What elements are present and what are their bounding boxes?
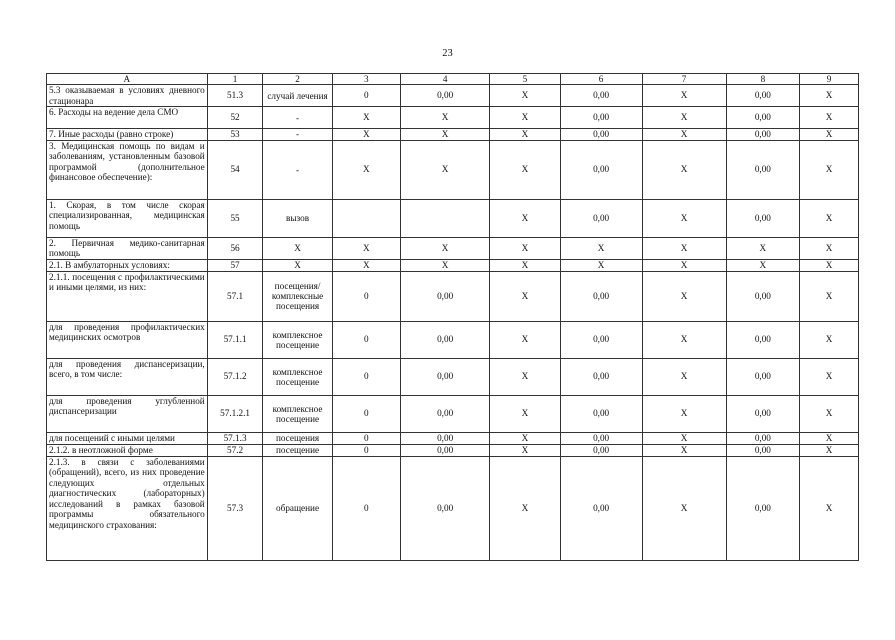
table-cell: X <box>642 237 726 259</box>
row-label: 2.1.1. посещения с профилактическими и иными целями, из них: <box>47 271 208 321</box>
table-cell: 0,00 <box>726 85 800 107</box>
table-cell: X <box>642 85 726 107</box>
table-cell: 0,00 <box>560 85 642 107</box>
unit-cell: посещения <box>263 432 332 444</box>
row-code: 57 <box>207 259 263 271</box>
table-cell: X <box>400 129 489 141</box>
table-cell: X <box>726 237 800 259</box>
table-cell: X <box>642 456 726 560</box>
row-label: 7. Иные расходы (равно строке) <box>47 129 208 141</box>
row-label: 6. Расходы на ведение дела СМО <box>47 107 208 129</box>
row-label: 2.1. В амбулаторных условиях: <box>47 259 208 271</box>
table-cell: 0,00 <box>400 395 489 432</box>
table-row <box>47 395 859 432</box>
table-cell: 0,00 <box>726 358 800 395</box>
table-row <box>47 358 859 395</box>
table-cell: X <box>560 259 642 271</box>
table-cell: 0 <box>332 321 400 358</box>
table-cell: 0,00 <box>400 444 489 456</box>
unit-cell: посещение <box>263 444 332 456</box>
table-cell: X <box>800 321 859 358</box>
unit-cell: - <box>263 129 332 141</box>
table-cell: 0 <box>332 271 400 321</box>
table-cell: X <box>490 395 560 432</box>
table-cell: 0,00 <box>560 321 642 358</box>
unit-cell: случай лечения <box>263 85 332 107</box>
unit-cell: комплексное посещение <box>263 321 332 358</box>
row-code: 52 <box>207 107 263 129</box>
table-cell: X <box>490 271 560 321</box>
table-cell: 0,00 <box>726 395 800 432</box>
unit-cell: X <box>263 237 332 259</box>
table-cell: X <box>400 107 489 129</box>
table-cell: 0 <box>332 395 400 432</box>
table-cell: 0,00 <box>726 140 800 199</box>
table-cell: X <box>800 358 859 395</box>
table-cell: X <box>332 259 400 271</box>
column-header: 4 <box>400 74 489 85</box>
table-cell: X <box>800 271 859 321</box>
table-cell: 0,00 <box>726 129 800 141</box>
table-cell: 0,00 <box>560 129 642 141</box>
table-cell: 0 <box>332 432 400 444</box>
table-cell: X <box>490 199 560 237</box>
row-code: 57.2 <box>207 444 263 456</box>
table-row <box>47 107 859 129</box>
unit-cell: комплексное посещение <box>263 395 332 432</box>
table-cell: X <box>490 129 560 141</box>
table-cell: X <box>800 129 859 141</box>
table-cell: X <box>800 395 859 432</box>
table-cell: X <box>490 321 560 358</box>
table-cell: X <box>490 456 560 560</box>
row-label: 2.1.3. в связи с заболеваниями (обращений), всего, из них проведение следующих отдельных диагностических (лабораторных) исследований в рамках базовой программы обязательного медицинского страхования: <box>47 456 208 560</box>
table-cell: 0,00 <box>400 321 489 358</box>
row-code: 55 <box>207 199 263 237</box>
table-cell: 0,00 <box>400 85 489 107</box>
table-cell: X <box>400 140 489 199</box>
table-cell: X <box>400 237 489 259</box>
table-cell: 0,00 <box>560 444 642 456</box>
row-label: для посещений с иными целями <box>47 432 208 444</box>
table-cell: 0,00 <box>400 432 489 444</box>
row-code: 57.1.1 <box>207 321 263 358</box>
table-row <box>47 321 859 358</box>
table-cell: 0,00 <box>726 107 800 129</box>
unit-cell: посещения/комплексные посещения <box>263 271 332 321</box>
row-code: 57.1.3 <box>207 432 263 444</box>
row-code: 57.3 <box>207 456 263 560</box>
row-label: для проведения диспансеризации, всего, в том числе: <box>47 358 208 395</box>
table-cell: X <box>490 140 560 199</box>
table-cell <box>400 199 489 237</box>
column-header: 1 <box>207 74 263 85</box>
table-cell: X <box>490 85 560 107</box>
table-row <box>47 129 859 141</box>
table-cell: 0,00 <box>560 140 642 199</box>
page-number: 23 <box>442 48 453 59</box>
table-cell: 0,00 <box>726 432 800 444</box>
table-cell: X <box>800 456 859 560</box>
table-cell: X <box>642 140 726 199</box>
table-cell: 0,00 <box>560 107 642 129</box>
table-cell: 0,00 <box>560 271 642 321</box>
table-cell: 0 <box>332 456 400 560</box>
table-cell: 0 <box>332 85 400 107</box>
row-code: 57.1.2 <box>207 358 263 395</box>
table-cell: X <box>490 358 560 395</box>
table-cell: X <box>642 271 726 321</box>
row-label: для проведения профилактических медицинских осмотров <box>47 321 208 358</box>
table-cell: 0,00 <box>560 199 642 237</box>
table-cell: 0 <box>332 444 400 456</box>
table-cell: X <box>332 237 400 259</box>
table-cell: 0,00 <box>560 358 642 395</box>
table-cell: X <box>490 432 560 444</box>
table-cell: X <box>642 321 726 358</box>
row-label: 3. Медицинская помощь по видам и заболеваниям, установленным базовой программой (дополнительное финансовое обеспечение): <box>47 140 208 199</box>
row-code: 53 <box>207 129 263 141</box>
table-cell: 0,00 <box>726 456 800 560</box>
table-row <box>47 432 859 444</box>
column-header: 9 <box>800 74 859 85</box>
table-row <box>47 85 859 107</box>
row-label: 5.3 оказываемая в условиях дневного стационара <box>47 85 208 107</box>
column-header: 8 <box>726 74 800 85</box>
table-row <box>47 199 859 237</box>
unit-cell: X <box>263 259 332 271</box>
column-header: 5 <box>490 74 560 85</box>
table-cell: X <box>642 199 726 237</box>
table-cell: 0,00 <box>400 456 489 560</box>
unit-cell: комплексное посещение <box>263 358 332 395</box>
row-label: для проведения углубленной диспансеризации <box>47 395 208 432</box>
table-cell: X <box>642 432 726 444</box>
table-cell: X <box>490 444 560 456</box>
table-cell: X <box>800 432 859 444</box>
table-cell: X <box>332 107 400 129</box>
row-code: 51.3 <box>207 85 263 107</box>
table-cell: 0,00 <box>560 432 642 444</box>
table-cell: X <box>642 259 726 271</box>
table-cell: X <box>332 129 400 141</box>
table-cell: 0,00 <box>726 199 800 237</box>
row-code: 54 <box>207 140 263 199</box>
table-cell: X <box>332 140 400 199</box>
table-cell: X <box>560 237 642 259</box>
unit-cell: вызов <box>263 199 332 237</box>
table-row <box>47 140 859 199</box>
table-row <box>47 456 859 560</box>
table-cell: X <box>642 395 726 432</box>
table-cell: 0,00 <box>726 444 800 456</box>
column-header: 2 <box>263 74 332 85</box>
table-cell: X <box>490 107 560 129</box>
table-cell <box>332 199 400 237</box>
row-code: 57.1 <box>207 271 263 321</box>
table-row <box>47 444 859 456</box>
table-row <box>47 259 859 271</box>
table-cell: X <box>800 199 859 237</box>
column-header: 3 <box>332 74 400 85</box>
unit-cell: обращение <box>263 456 332 560</box>
data-table <box>46 73 859 561</box>
table-cell: X <box>642 444 726 456</box>
table-cell: X <box>490 259 560 271</box>
unit-cell: - <box>263 140 332 199</box>
table-cell: X <box>642 129 726 141</box>
table-cell: 0 <box>332 358 400 395</box>
row-code: 56 <box>207 237 263 259</box>
table-cell: X <box>642 358 726 395</box>
table-cell: 0,00 <box>726 321 800 358</box>
row-label: 2.1.2. в неотложной форме <box>47 444 208 456</box>
table-cell: 0,00 <box>726 271 800 321</box>
table-cell: X <box>800 444 859 456</box>
table-cell: X <box>800 85 859 107</box>
table-cell: 0,00 <box>400 358 489 395</box>
column-header: 6 <box>560 74 642 85</box>
table-cell: X <box>800 237 859 259</box>
table-cell: X <box>800 259 859 271</box>
table-cell: X <box>642 107 726 129</box>
table-cell: 0,00 <box>560 456 642 560</box>
row-label: 1. Скорая, в том числе скорая специализированная, медицинская помощь <box>47 199 208 237</box>
table-cell: X <box>400 259 489 271</box>
table-cell: X <box>800 107 859 129</box>
header-row <box>47 74 859 85</box>
unit-cell: - <box>263 107 332 129</box>
column-header: 7 <box>642 74 726 85</box>
column-header: А <box>47 74 208 85</box>
table-cell: 0,00 <box>400 271 489 321</box>
table-cell: X <box>490 237 560 259</box>
table-row <box>47 271 859 321</box>
table-cell: X <box>726 259 800 271</box>
table-row <box>47 237 859 259</box>
row-label: 2. Первичная медико-санитарная помощь <box>47 237 208 259</box>
table-cell: X <box>800 140 859 199</box>
table-cell: 0,00 <box>560 395 642 432</box>
row-code: 57.1.2.1 <box>207 395 263 432</box>
